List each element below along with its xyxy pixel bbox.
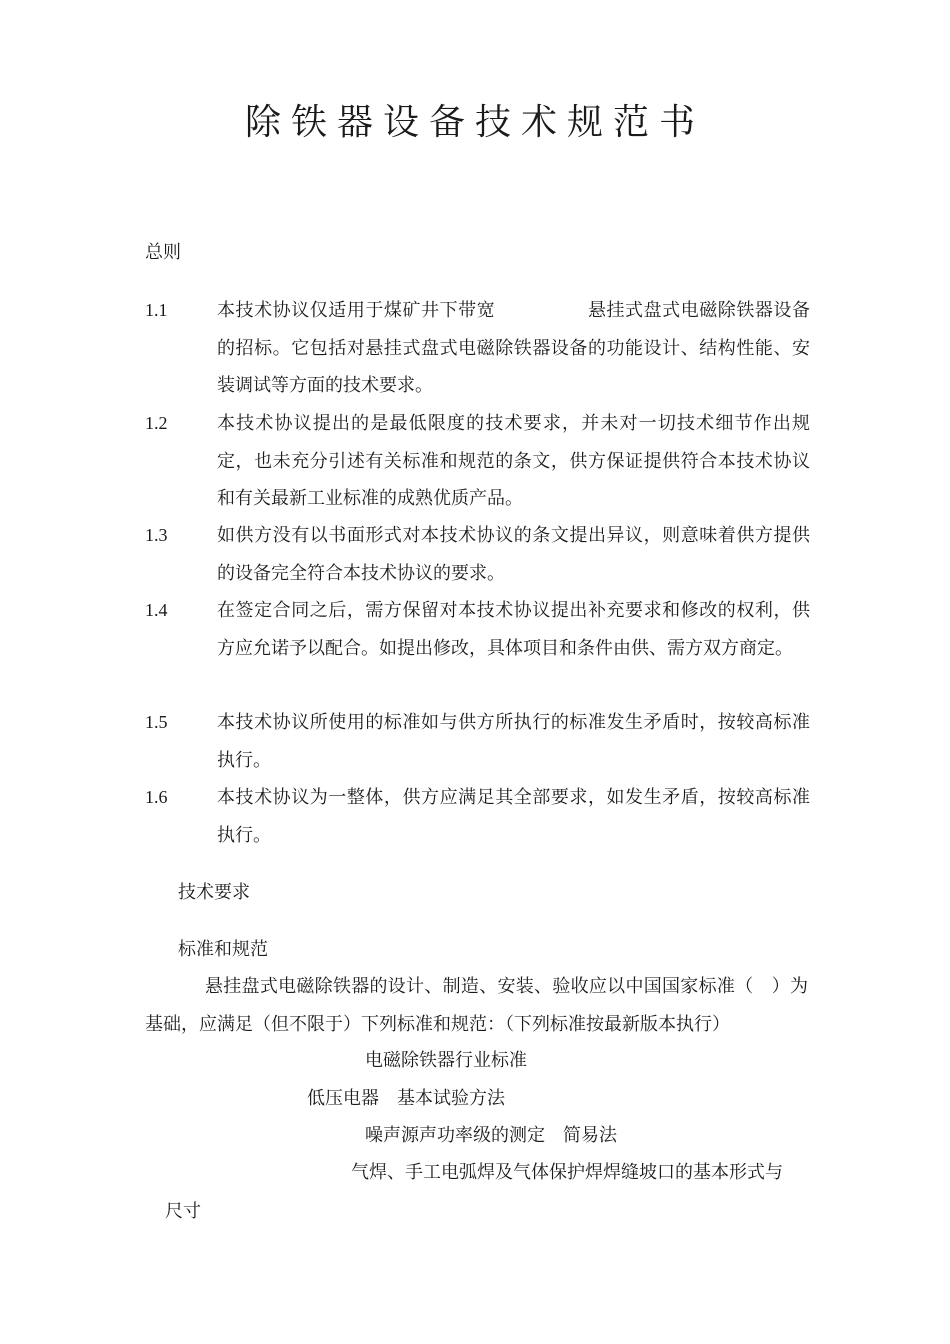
subsection-heading-standards: 标准和规范 (178, 939, 268, 960)
document-title: 除铁器设备技术规范书 (244, 102, 705, 143)
clause-number: 1.2 (145, 413, 168, 433)
clause-text: 本技术协议所使用的标准如与供方所执行的标准发生矛盾时，按较高标准执行。 (217, 712, 810, 771)
clause-1-4 (145, 592, 810, 667)
clause-text: 本技术协议仅适用于煤矿井下带宽 悬挂式盘式电磁除铁器设备的招标。它包括对悬挂式盘式电磁除铁器设备的功能设计、结构性能、安装调试等方面的技术要求。 (217, 300, 810, 396)
clause-text: 本技术协议提出的是最低限度的技术要求，并未对一切技术细节作出规定，也未充分引述有关标准和规范的条文，供方保证提供符合本技术协议和有关最新工业标准的成熟优质产品。 (217, 413, 810, 509)
standards-intro-paragraph: 悬挂盘式电磁除铁器的设计、制造、安装、验收应以中国国家标准（ ）为基础，应满足（但不限于）下列标准和规范：（下列标准按最新版本执行） (145, 976, 808, 1035)
clause-number: 1.4 (145, 600, 168, 620)
clause-1-2 (145, 405, 810, 518)
standard-item: 气焊、手工电弧焊及气体保护焊焊缝坡口的基本形式与 (351, 1162, 783, 1183)
clause-text: 本技术协议为一整体，供方应满足其全部要求，如发生矛盾，按较高标准执行。 (217, 787, 810, 846)
clause-1-5 (145, 704, 810, 779)
clause-text: 如供方没有以书面形式对本技术协议的条文提出异议，则意味着供方提供的设备完全符合本技术协议的要求。 (217, 525, 810, 584)
clause-number: 1.1 (145, 300, 168, 320)
clause-number: 1.5 (145, 712, 168, 732)
clause-text: 在签定合同之后，需方保留对本技术协议提出补充要求和修改的权利，供方应允诺予以配合。如提出修改，具体项目和条件由供、需方双方商定。 (217, 600, 810, 659)
standard-item: 低压电器 基本试验方法 (307, 1088, 505, 1109)
standard-item: 噪声源声功率级的测定 简易法 (365, 1125, 617, 1146)
section-heading-general: 总则 (145, 242, 181, 263)
clause-1-6 (145, 779, 810, 854)
clause-number: 1.3 (145, 525, 168, 545)
standard-item-continuation: 尺寸 (165, 1201, 201, 1222)
standard-item: 电磁除铁器行业标准 (365, 1050, 527, 1071)
clause-1-1 (145, 292, 810, 405)
clause-1-3 (145, 517, 810, 592)
clause-number: 1.6 (145, 787, 168, 807)
section-heading-tech: 技术要求 (178, 882, 250, 903)
